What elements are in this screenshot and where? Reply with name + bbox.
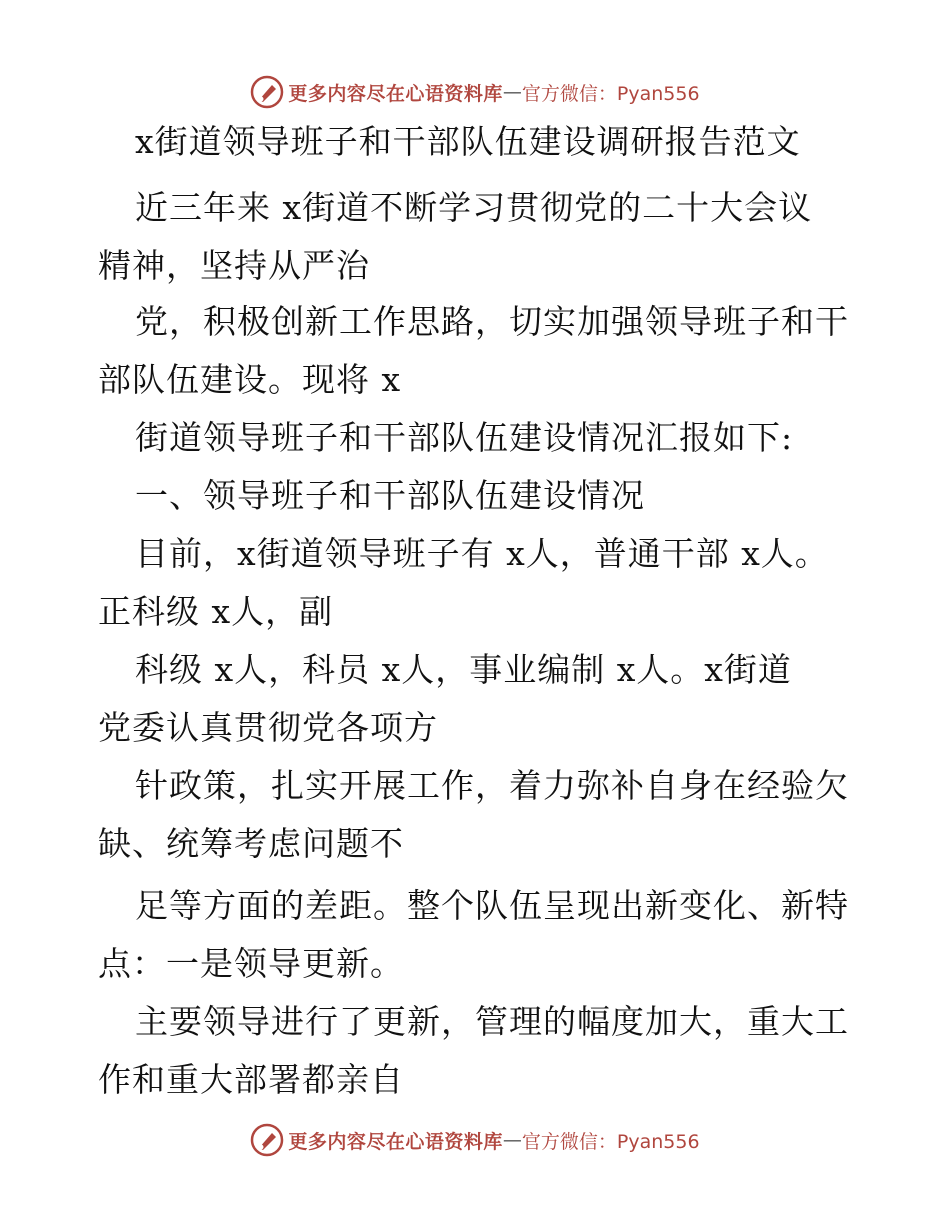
- pen-nib-logo-icon: [250, 1123, 284, 1157]
- pen-nib-logo-icon: [250, 75, 284, 109]
- paragraph-line: 党，积极创新工作思路，切实加强领导班子和干: [135, 302, 849, 341]
- document-title: x街道领导班子和干部队伍建设调研报告范文: [135, 122, 801, 161]
- banner-separator: —: [502, 1129, 522, 1151]
- paragraph-line: 主要领导进行了更新，管理的幅度加大，重大工: [135, 1002, 849, 1041]
- header-banner: [0, 70, 950, 114]
- paragraph-line: 点：一是领导更新。: [98, 944, 404, 983]
- banner-contact: 官方微信：Pyan556: [521, 1130, 700, 1153]
- paragraph-line: 缺、统筹考虑问题不: [98, 824, 404, 863]
- paragraph-line: 作和重大部署都亲自: [98, 1060, 404, 1099]
- paragraph-line: 目前，x街道领导班子有 x人，普通干部 x人。: [135, 534, 829, 573]
- section-heading: 一、领导班子和干部队伍建设情况: [135, 476, 645, 515]
- paragraph-line: 部队伍建设。现将 x: [98, 360, 402, 399]
- banner-slogan: 更多内容尽在心语资料库: [288, 1130, 503, 1153]
- paragraph-line: 正科级 x人，副: [98, 592, 334, 631]
- paragraph-line: 精神，坚持从严治: [98, 246, 370, 285]
- paragraph-line: 足等方面的差距。整个队伍呈现出新变化、新特: [135, 886, 849, 925]
- banner-contact: 官方微信：Pyan556: [521, 82, 700, 105]
- banner-separator: —: [502, 81, 522, 103]
- paragraph-line: 针政策，扎实开展工作，着力弥补自身在经验欠: [135, 766, 849, 805]
- banner-slogan: 更多内容尽在心语资料库: [288, 82, 503, 105]
- footer-banner: [0, 1118, 950, 1162]
- paragraph-line: 街道领导班子和干部队伍建设情况汇报如下:: [135, 418, 794, 457]
- paragraph-line: 党委认真贯彻党各项方: [98, 708, 438, 747]
- paragraph-line: 科级 x人，科员 x人，事业编制 x人。x街道: [135, 650, 792, 689]
- paragraph-line: 近三年来 x街道不断学习贯彻党的二十大会议: [135, 188, 813, 227]
